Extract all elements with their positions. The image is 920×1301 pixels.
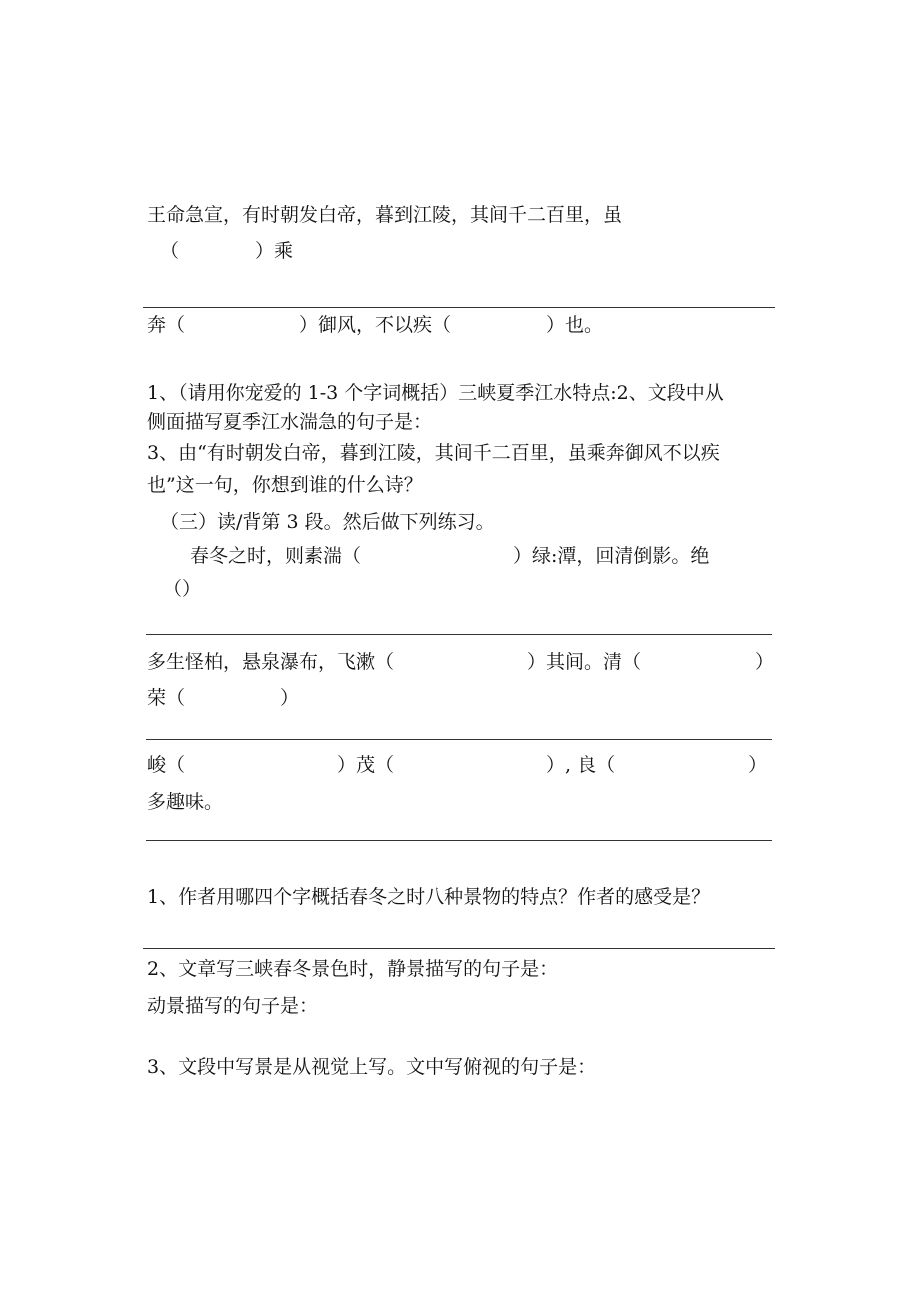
question-1-2: 1、（请用你宠爱的 1-3 个字词概括）三峡夏季江水特点:2、文段中从 <box>147 382 724 404</box>
answer-rule <box>146 634 772 635</box>
section3-line-4: 荣（ ） <box>147 687 300 709</box>
answer-rule <box>143 948 775 949</box>
section3-line-2: （） <box>163 578 202 600</box>
section3-question-1: 1、作者用哪四个字概括春冬之时八种景物的特点？作者的感受是？ <box>147 886 711 908</box>
passage-line-3: 奔（ ）御风，不以疾（ ）也。 <box>147 314 604 336</box>
answer-rule <box>143 307 775 308</box>
passage-line-1: 王命急宣，有时朝发白帝，暮到江陵，其间千二百里，虽 <box>147 204 623 226</box>
question-3-continued: 也”这一句，你想到谁的什么诗？ <box>147 474 423 496</box>
section3-question-2-continued: 动景描写的句子是： <box>147 995 319 1017</box>
section-heading: （三）读/背第 3 段。然后做下列练习。 <box>160 511 495 533</box>
answer-rule <box>146 840 772 841</box>
section3-line-3: 多生怪柏，悬泉瀑布，飞漱（ ）其间。清（ ） <box>147 651 775 673</box>
answer-rule <box>146 739 772 740</box>
section3-line-6: 多趣味。 <box>147 791 224 813</box>
question-2-continued: 侧面描写夏季江水湍急的句子是： <box>147 411 433 433</box>
section3-line-1: 春冬之时，则素湍（ ）绿:潭，回清倒影。绝 <box>190 545 710 567</box>
question-3: 3、由“有时朝发白帝，暮到江陵，其间千二百里，虽乘奔御风不以疾 <box>147 442 720 464</box>
section3-line-5: 峻（ ）茂（ ）, 良（ ） <box>147 754 768 776</box>
section3-question-2: 2、文章写三峡春冬景色时，静景描写的句子是： <box>147 958 559 980</box>
section3-question-3: 3、文段中写景是从视觉上写。文中写俯视的句子是： <box>147 1056 597 1078</box>
passage-line-2: （ ）乘 <box>160 240 294 262</box>
